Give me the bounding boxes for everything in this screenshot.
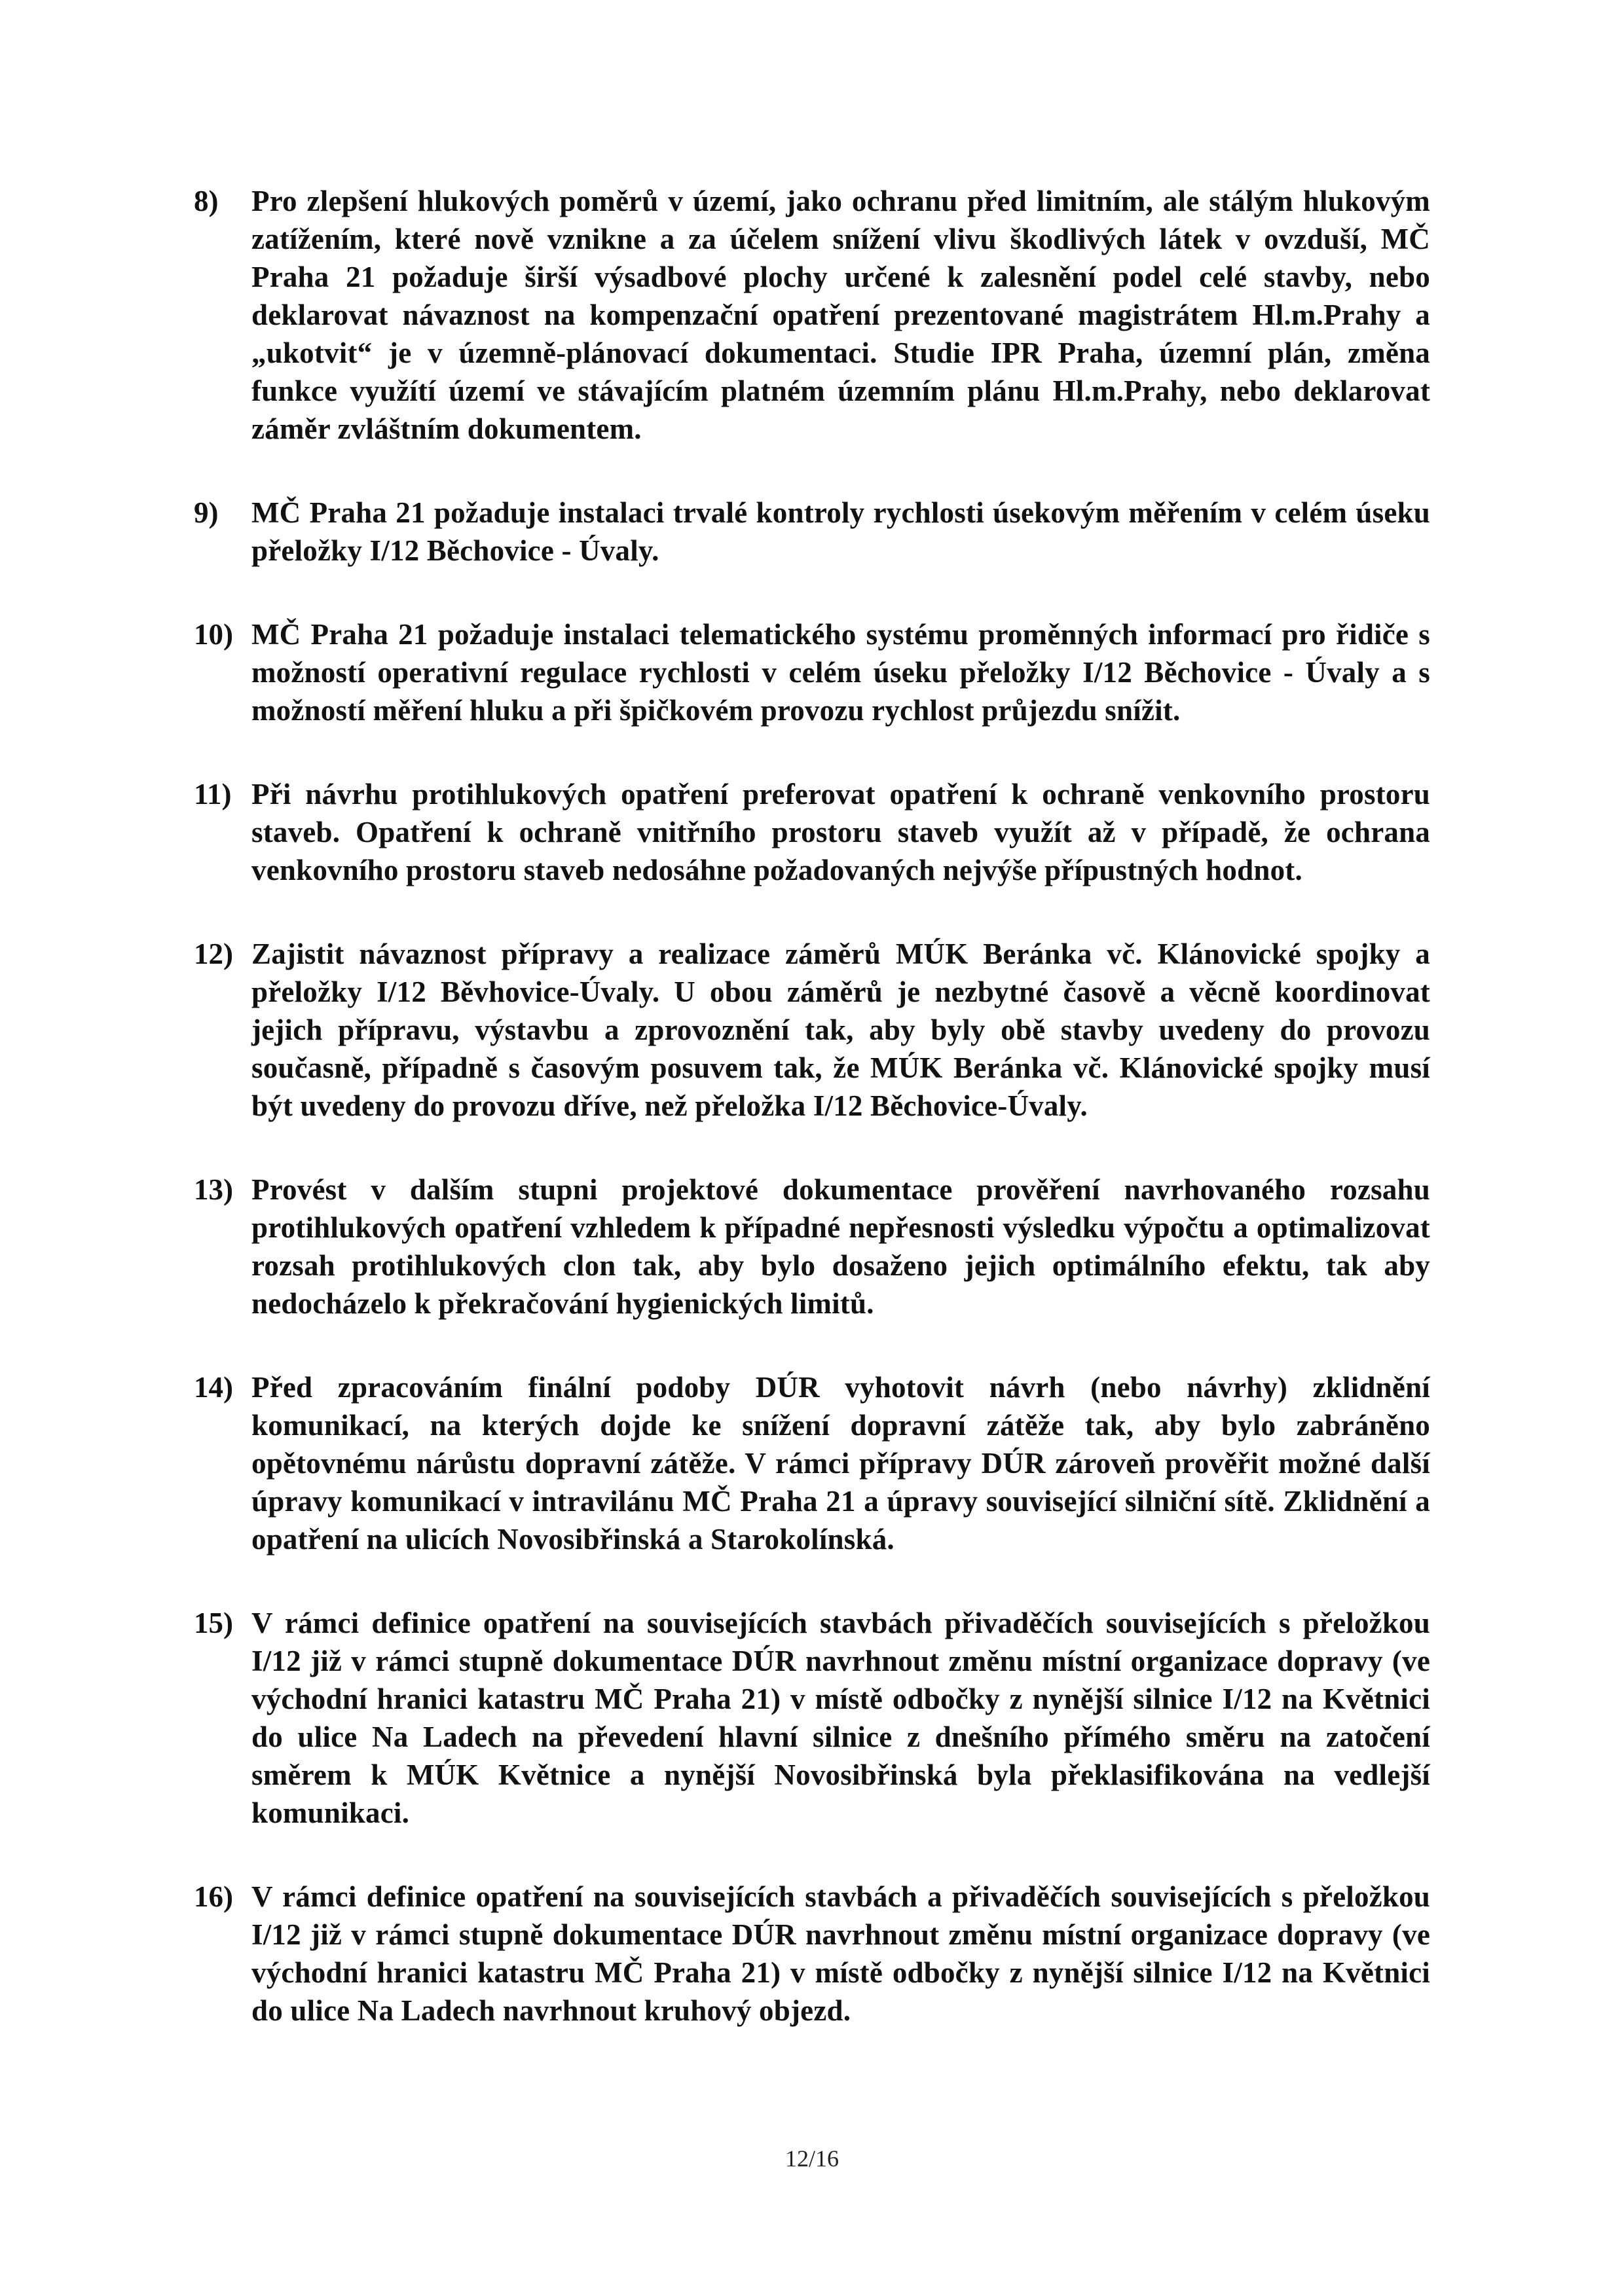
- item-number: 11): [194, 778, 232, 811]
- list-item-9: [194, 494, 1430, 570]
- item-text: Při návrhu protihlukových opatření preferovat opatření k ochraně venkovního prostoru staveb. Opatření k ochraně vnitřního prostoru staveb využít až v případě, že ochrana venkovního prostoru staveb nedosáhne požadovaných nejvýše přípustných hodnot.: [251, 778, 1430, 886]
- list-item-8: [194, 182, 1430, 448]
- page-number: 12/16: [784, 2145, 839, 2172]
- item-number: 14): [194, 1371, 233, 1404]
- item-text: V rámci definice opatření na souvisejících stavbách přivaděčích souvisejících s přeložkou I/12 již v rámci stupně dokumentace DÚR navrhnout změnu místní organizace dopravy (ve východní hranici katastru MČ Praha 21) v místě odbočky z nynější silnice I/12 na Květnici do ulice Na Ladech na převedení hlavní silnice z dnešního přímého směru na zatočení směrem k MÚK Květnice a nynější Novosibřinská byla překlasifikována na vedlejší komunikaci.: [251, 1607, 1430, 1829]
- list-item-14: [194, 1368, 1430, 1558]
- item-text: Zajistit návaznost přípravy a realizace záměrů MÚK Beránka vč. Klánovické spojky a přeložky I/12 Běvhovice-Úvaly. U obou záměrů je nezbytné časově a věcně koordinovat jejich přípravu, výstavbu a zprovoznění tak, aby byly obě stavby uvedeny do provozu současně, případně s časovým posuvem tak, že MÚK Beránka vč. Klánovické spojky musí být uvedeny do provozu dříve, než přeložka I/12 Běchovice-Úvaly.: [251, 938, 1430, 1122]
- item-number: 15): [194, 1607, 233, 1639]
- item-text: Pro zlepšení hlukových poměrů v území, jako ochranu před limitním, ale stálým hlukovým zatížením, které nově vznikne a za účelem snížení vlivu škodlivých látek v ovzduší, MČ Praha 21 požaduje širší výsadbové plochy určené k zalesnění podel celé stavby, nebo deklarovat návaznost na kompenzační opatření prezentované magistrátem Hl.m.Prahy a „ukotvit“ je v územně-plánovací dokumentaci. Studie IPR Praha, územní plán, změna funkce využítí území ve stávajícím platném územním plánu Hl.m.Prahy, nebo deklarovat záměr zvláštním dokumentem.: [251, 185, 1430, 445]
- list-item-12: [194, 935, 1430, 1125]
- item-number: 13): [194, 1173, 233, 1206]
- list-item-13: [194, 1171, 1430, 1322]
- item-text: MČ Praha 21 požaduje instalaci telematického systému proměnných informací pro řidiče s možností operativní regulace rychlosti v celém úseku přeložky I/12 Běchovice - Úvaly a s možností měření hluku a při špičkovém provozu rychlost průjezdu snížit.: [251, 618, 1430, 727]
- item-text: MČ Praha 21 požaduje instalaci trvalé kontroly rychlosti úsekovým měřením v celém úseku přeložky I/12 Běchovice - Úvaly.: [251, 496, 1430, 567]
- item-number: 12): [194, 938, 233, 970]
- item-number: 16): [194, 1880, 233, 1913]
- item-text: V rámci definice opatření na souvisejících stavbách a přivaděčích souvisejících s přeložkou I/12 již v rámci stupně dokumentace DÚR navrhnout změnu místní organizace dopravy (ve východní hranici katastru MČ Praha 21) v místě odbočky z nynější silnice I/12 na Květnici do ulice Na Ladech navrhnout kruhový objezd.: [251, 1880, 1430, 2027]
- list-item-11: [194, 775, 1430, 889]
- document-body: [194, 182, 1430, 2075]
- item-number: 8): [194, 185, 219, 217]
- list-item-10: [194, 615, 1430, 729]
- list-item-15: [194, 1604, 1430, 1832]
- item-number: 9): [194, 496, 219, 529]
- item-text: Provést v dalším stupni projektové dokumentace prověření navrhovaného rozsahu protihlukových opatření vzhledem k případné nepřesnosti výsledku výpočtu a optimalizovat rozsah protihlukových clon tak, aby bylo dosaženo jejich optimálního efektu, tak aby nedocházelo k překračování hygienických limitů.: [251, 1173, 1430, 1320]
- list-item-16: [194, 1878, 1430, 2030]
- item-number: 10): [194, 618, 233, 651]
- item-text: Před zpracováním finální podoby DÚR vyhotovit návrh (nebo návrhy) zklidnění komunikací, na kterých dojde ke snížení dopravní zátěže tak, aby bylo zabráněno opětovnému nárůstu dopravní zátěže. V rámci přípravy DÚR zároveň prověřit možné další úpravy komunikací v intravilánu MČ Praha 21 a úpravy související silniční sítě. Zklidnění a opatření na ulicích Novosibřinská a Starokolínská.: [251, 1371, 1430, 1556]
